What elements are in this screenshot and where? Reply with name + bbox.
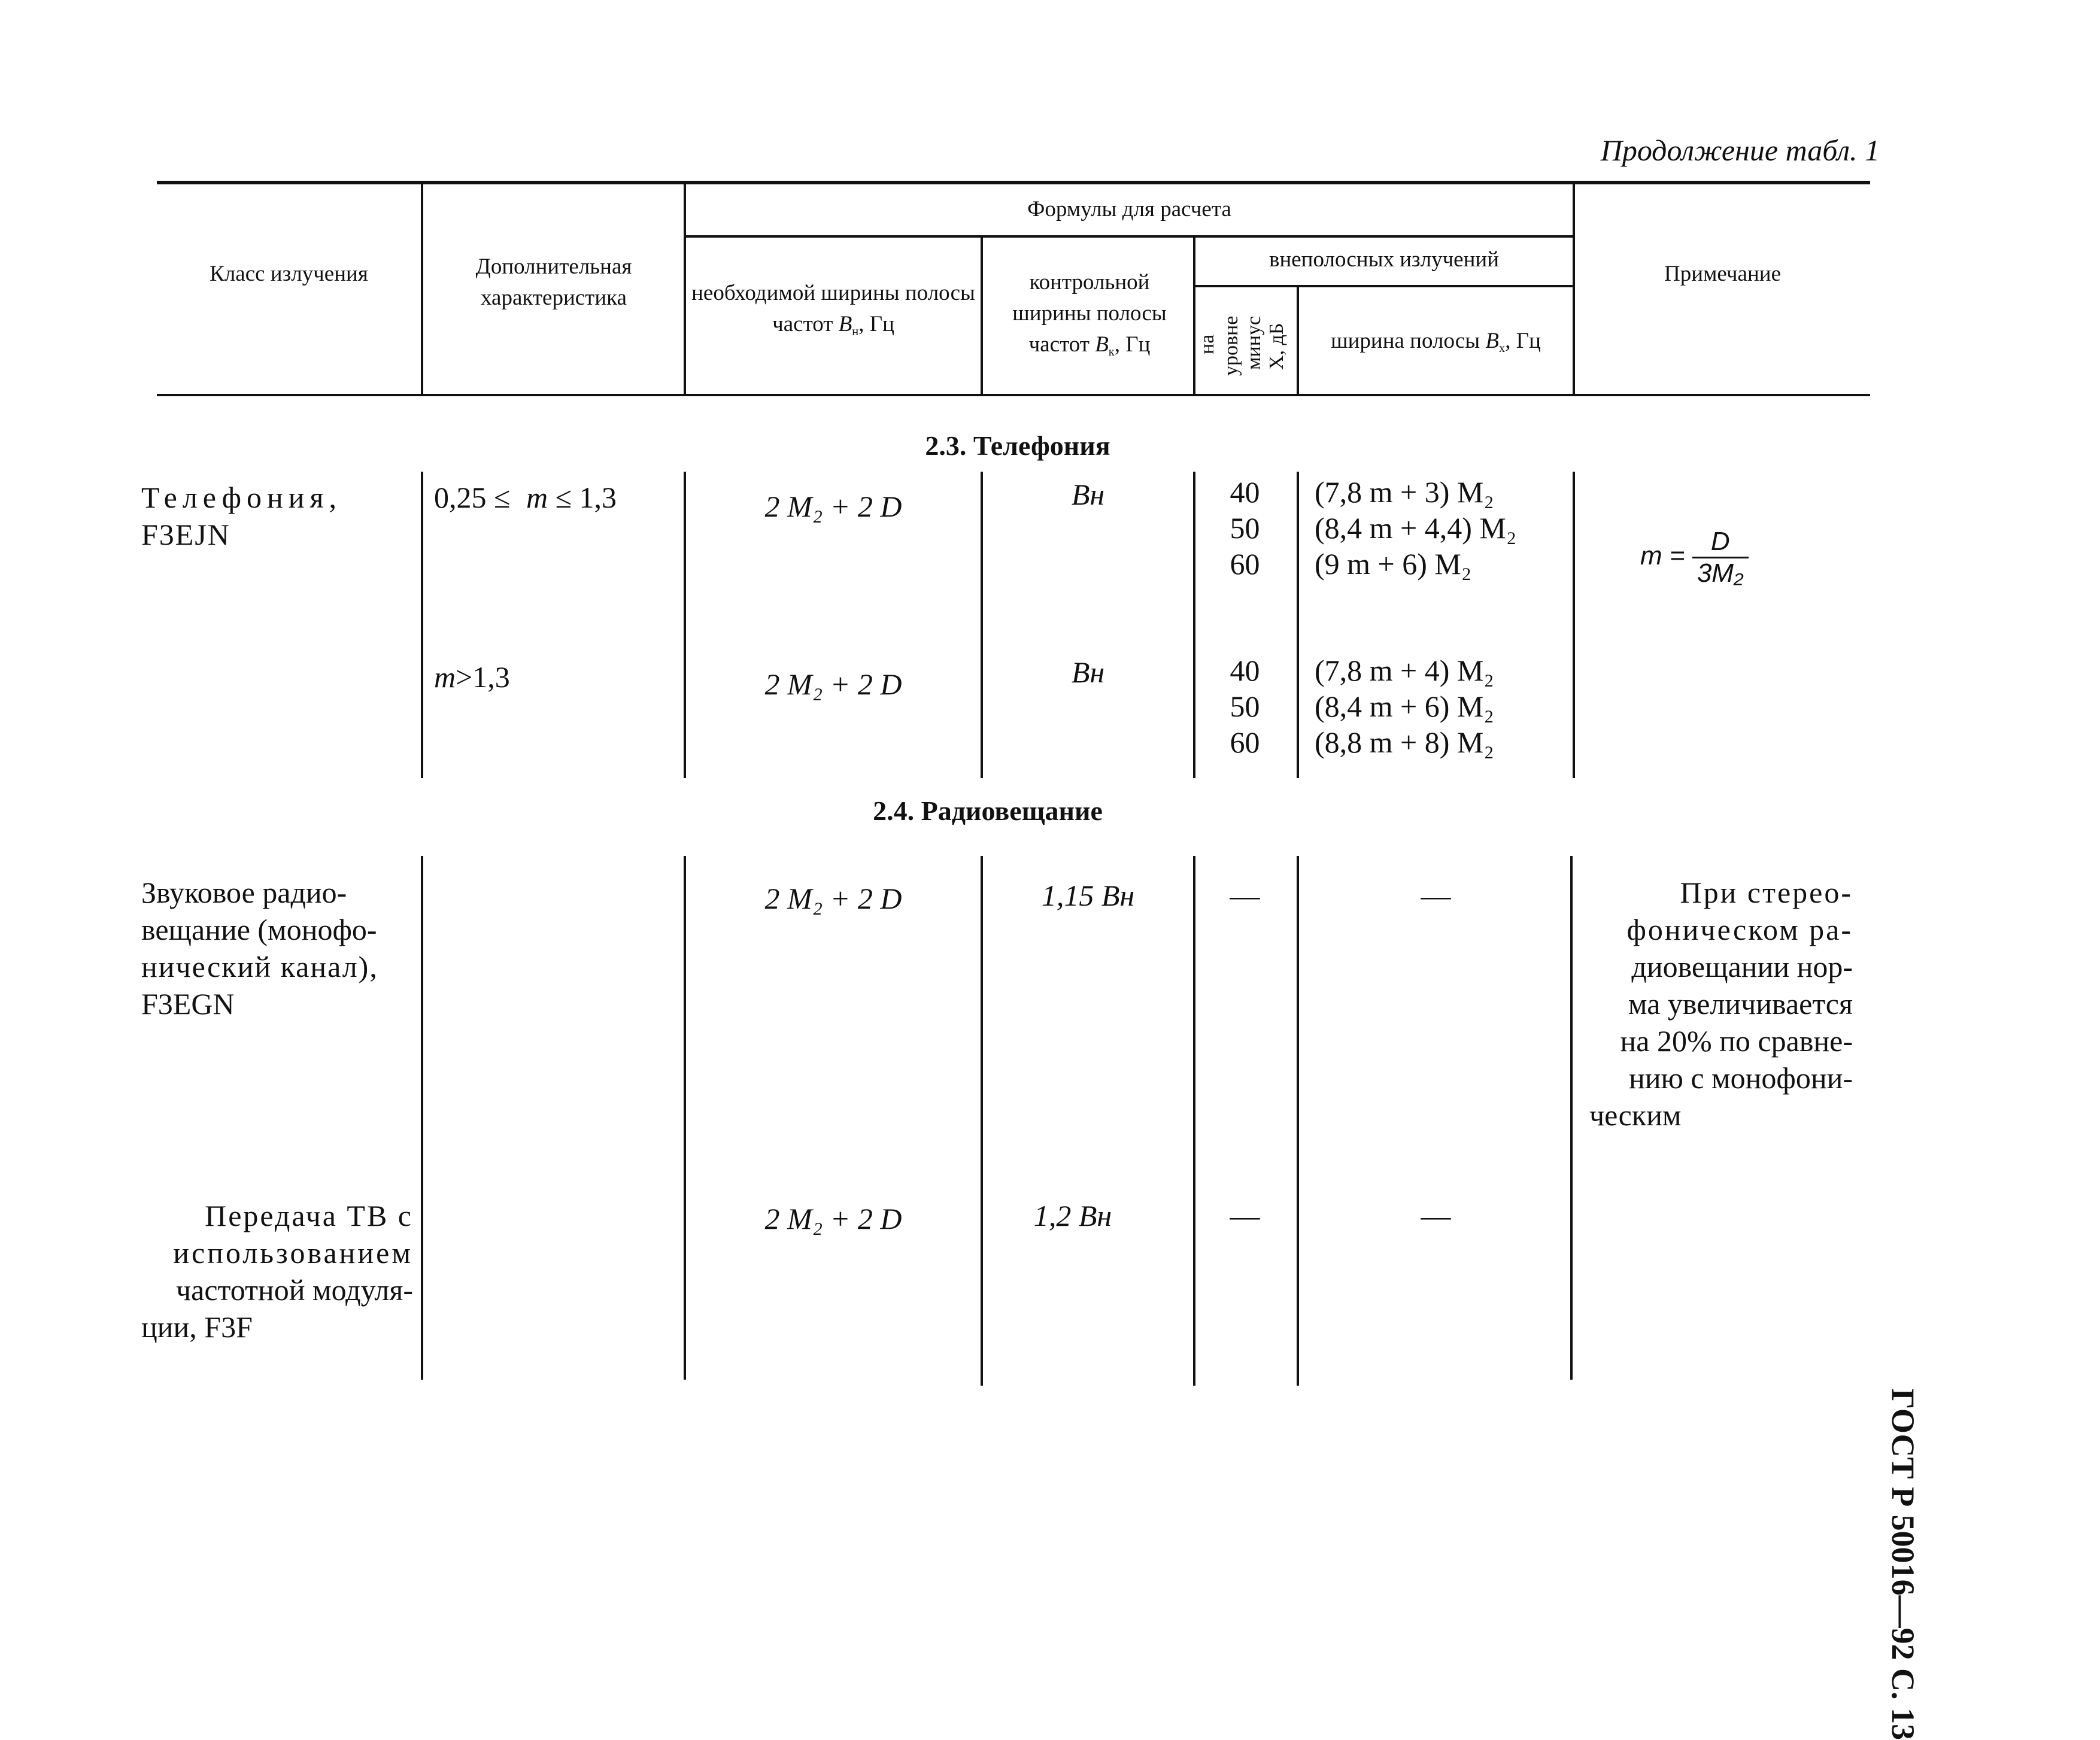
tel-row2-bandwidths [1315,652,1572,760]
header-vline-3 [981,235,983,395]
header-level-line3: минус [1243,316,1265,370]
tel-row1-levels [1195,474,1294,582]
page-side-header: ГОСТ Р 50016—92 С. 13 [1885,1389,1921,1740]
header-bandwidth-symbol: B [1485,329,1500,353]
bc-row1-level: — [1230,879,1260,912]
out-of-band-rule [1193,285,1573,287]
bc-row2-level: — [1230,1199,1260,1232]
bc-vline-4 [1193,856,1195,1386]
tel-row1-cond-right: ≤ 1,3 [555,481,617,514]
tel-row2-bw-2: (8,8 m + 8) M₂ [1315,725,1494,759]
bc-row1-control: 1,15 Bн [1041,879,1135,912]
header-class: Класс излучения [210,262,368,286]
tel-row2-bw-1: (8,4 m + 6) M₂ [1315,690,1494,723]
tel-row2-level-2: 60 [1230,725,1260,759]
header-note: Примечание [1664,262,1781,286]
bc-row1-formula: 2 M₂ + 2 D [764,882,902,915]
header-control-bw [988,267,1191,360]
tel-vline-3 [981,472,983,778]
tel-row1-condition [434,479,679,516]
tel-note-lhs: m = [1640,541,1685,571]
tel-row2-control: Bн [1071,655,1105,689]
bc-row2-class [141,1197,413,1346]
header-control-sub: к [1108,345,1115,359]
tel-row2-level-0: 40 [1230,654,1260,687]
header-necessary-unit: , Гц [858,312,894,336]
bc-row1-class [141,874,413,1022]
tel-row1-formula: 2 M₂ + 2 D [764,490,902,523]
bc-row1-bandwidth: — [1421,879,1451,912]
tel-row1-control: Bн [1071,478,1105,511]
tel-row1-level-0: 40 [1230,475,1260,509]
bc-row2-formula: 2 M₂ + 2 D [764,1202,902,1235]
header-vline-1 [421,181,423,395]
tel-row2-cond-right: >1,3 [456,660,510,694]
tel-row1-bw-0: (7,8 m + 3) M₂ [1315,475,1494,509]
tel-class [141,479,413,553]
tel-row1-cond-m: m [526,481,548,514]
header-level-line4: X, дБ [1266,323,1288,370]
header-bandwidth-text: ширина полосы [1331,329,1480,353]
bc-note-line0: При стерео- [1680,876,1853,909]
bc-note-line1: фоническом ра- [1626,913,1853,946]
bc-row2-class-line0: Передача ТВ с [205,1199,413,1232]
header-formulas: Формулы для расчета [1027,197,1231,221]
tel-class-line1: Телефония, [141,481,342,514]
header-bottom-rule [157,394,1870,396]
tel-row1-bandwidths [1315,474,1572,582]
bc-vline-6 [1570,856,1573,1380]
bc-vline-1 [421,856,423,1380]
header-necessary-symbol: B [838,312,852,336]
header-additional: Дополнительная характеристика [475,254,632,310]
tel-row2-cond-m: m [434,660,456,694]
tel-vline-1 [421,472,423,778]
header-necessary-sub: н [852,325,859,339]
bc-row1-class-line3: F3EGN [141,987,235,1021]
header-necessary-bw [686,278,981,340]
bc-row1-class-line1: вещание (монофо- [141,913,377,946]
bc-row1-class-line2: нический канал), [141,950,378,983]
header-control-unit: , Гц [1114,332,1151,357]
tel-vline-5 [1297,472,1299,778]
tel-row1-level-1: 50 [1230,511,1260,545]
header-bandwidth-unit: , Гц [1505,329,1541,353]
formulas-rule [684,235,1573,238]
bc-row2-control: 1,2 Bн [1033,1199,1112,1232]
tel-note-fraction [1692,527,1749,588]
header-bandwidth-sub: x [1499,342,1506,356]
bc-note-line3: ма увеличивается [1628,987,1853,1021]
tel-row1-level-2: 60 [1230,547,1260,581]
bc-vline-2 [684,856,686,1380]
header-out-of-band: внеполосных излучений [1269,247,1500,272]
bc-row2-class-line2: частотной модуля- [176,1273,413,1307]
continuation-label: Продолжение табл. 1 [1600,133,1880,167]
tel-row2-level-1: 50 [1230,690,1260,723]
tel-row2-levels [1195,652,1294,760]
bc-row2-class-line1: использованием [173,1236,413,1270]
bc-vline-3 [981,856,983,1386]
tel-class-line2: F3EJN [141,518,230,551]
header-control-symbol: B [1095,332,1109,357]
tel-note-formula [1640,527,1820,588]
section-broadcasting: 2.4. Радиовещание [873,795,1103,826]
tel-row2-formula: 2 M₂ + 2 D [764,667,902,701]
bc-note-line5: нию с монофони- [1628,1061,1853,1095]
tel-vline-6 [1573,472,1575,778]
tel-row2-bw-0: (7,8 m + 4) M₂ [1315,654,1494,687]
tel-row1-bw-1: (8,4 m + 4,4) M₂ [1315,511,1517,545]
header-bandwidth [1299,326,1573,357]
bc-row1-note [1589,874,1853,1134]
bc-note-line6: ческим [1589,1098,1682,1132]
tel-row1-cond-left: 0,25 ≤ [434,481,511,514]
bc-vline-5 [1297,856,1299,1386]
tel-row2-condition [434,658,679,696]
table-top-rule [157,181,1870,184]
header-level-line1: на [1196,334,1218,354]
bc-row2-bandwidth: — [1421,1199,1451,1232]
bc-note-line4: на 20% по сравне- [1620,1024,1853,1058]
header-necessary-text: необходимой ширины полосы частот [691,281,975,336]
tel-note-numerator: D [1692,527,1749,558]
bc-row2-class-line3: ции, F3F [141,1310,253,1344]
section-telephony: 2.3. Телефония [925,430,1110,461]
tel-row1-bw-2: (9 m + 6) M₂ [1315,547,1472,581]
tel-note-denominator: 3M₂ [1697,558,1744,588]
header-level-line2: уровне [1220,315,1242,376]
bc-note-line2: диовещании нор- [1631,950,1853,983]
bc-row1-class-line0: Звуковое радио- [141,876,347,909]
header-control-text: контрольной ширины полосы частот [1012,270,1167,357]
